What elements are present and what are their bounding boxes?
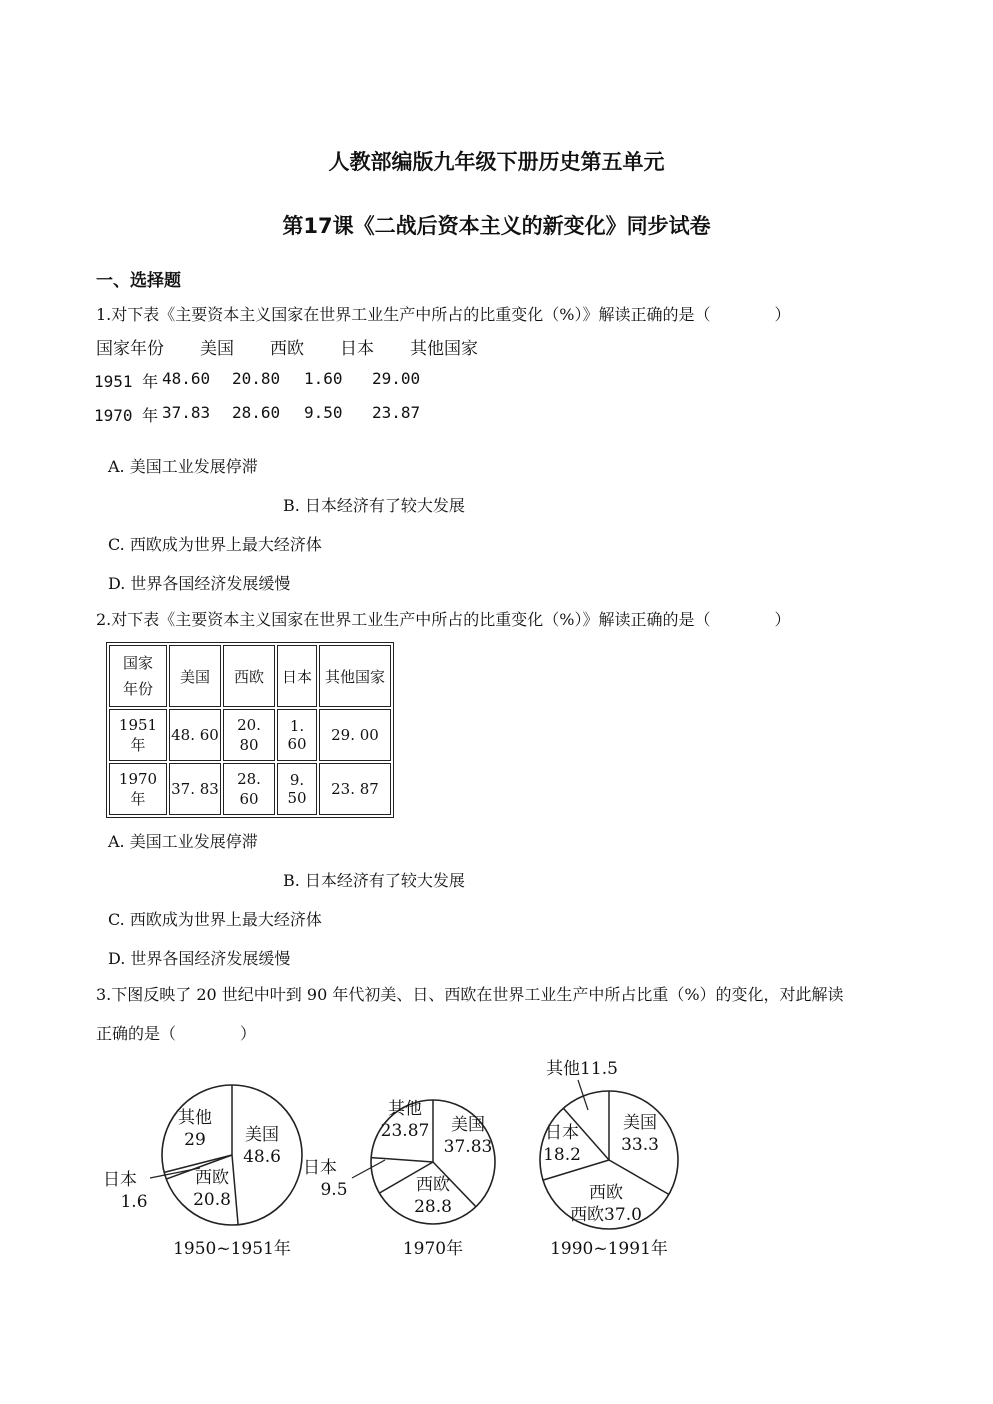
q1-cell: 28.60 bbox=[232, 403, 281, 422]
q1-header-cell: 其他国家 bbox=[410, 339, 478, 359]
q2-corner-bottom: 年份 bbox=[122, 680, 153, 698]
q2-corner-top: 国家 bbox=[122, 654, 153, 672]
q3-stem-line2: 正确的是（ ） bbox=[96, 1024, 257, 1043]
q2-year-cell: 1970 年 bbox=[109, 763, 167, 815]
pie-slice-name: 其他 bbox=[388, 1099, 422, 1119]
q1-cell: 29.00 bbox=[372, 369, 421, 388]
q1-cell: 1970 年 bbox=[94, 406, 159, 425]
pie-title: 1950~1951年 bbox=[173, 1239, 291, 1259]
q2-cell: 37. 83 bbox=[169, 763, 221, 815]
pie-slice-name: 日本 bbox=[303, 1158, 337, 1178]
pie-slice-value: 1.6 bbox=[120, 1192, 148, 1212]
q1-cell: 20.80 bbox=[232, 369, 281, 388]
q1-header-cell: 美国 bbox=[200, 339, 234, 359]
q2-option-c[interactable]: C. 西欧成为世界上最大经济体 bbox=[108, 910, 322, 929]
pie-slice-value: 9.5 bbox=[320, 1180, 348, 1200]
q1-option-a[interactable]: A. 美国工业发展停滞 bbox=[108, 457, 258, 476]
q1-header-cell: 西欧 bbox=[270, 339, 304, 359]
q2-cell: 28. 60 bbox=[223, 763, 275, 815]
q2-year-cell: 1951 年 bbox=[109, 709, 167, 761]
pie-slice-value: 西欧37.0 bbox=[570, 1205, 642, 1225]
pie-slice-value: 28.8 bbox=[414, 1197, 452, 1217]
q1-stem: 1.对下表《主要资本主义国家在世界工业生产中所占的比重变化（%）》解读正确的是（ ） bbox=[96, 305, 791, 324]
q1-cell: 1951 年 bbox=[94, 372, 159, 391]
q1-cell: 23.87 bbox=[372, 403, 421, 422]
section-heading: 一、选择题 bbox=[96, 271, 181, 291]
q2-stem: 2.对下表《主要资本主义国家在世界工业生产中所占的比重变化（%）》解读正确的是（ ） bbox=[96, 610, 791, 629]
q1-header-cell: 日本 bbox=[340, 339, 374, 359]
pie-slice-name: 西欧 bbox=[195, 1168, 229, 1188]
q1-header-cell: 国家年份 bbox=[96, 339, 164, 359]
pie-slice-value: 29 bbox=[184, 1130, 206, 1150]
q2-option-b[interactable]: B. 日本经济有了较大发展 bbox=[283, 871, 465, 890]
q2-cell: 20. 80 bbox=[223, 709, 275, 761]
q2-cell: 48. 60 bbox=[169, 709, 221, 761]
q2-option-a[interactable]: A. 美国工业发展停滞 bbox=[108, 832, 258, 851]
q1-option-b[interactable]: B. 日本经济有了较大发展 bbox=[283, 496, 465, 515]
pie-slice-name: 美国 bbox=[451, 1115, 485, 1135]
q2-header-cell: 其他国家 bbox=[319, 645, 391, 707]
q2-cell: 23. 87 bbox=[319, 763, 391, 815]
q2-header-cell: 西欧 bbox=[223, 645, 275, 707]
pie-slice-name: 日本 bbox=[545, 1123, 579, 1143]
q1-option-d[interactable]: D. 世界各国经济发展缓慢 bbox=[108, 574, 291, 593]
pie-title: 1970年 bbox=[402, 1239, 464, 1259]
pie-slice-label: 其他11.5 bbox=[546, 1059, 618, 1079]
q1-cell: 9.50 bbox=[304, 403, 343, 422]
pie-slice-value: 20.8 bbox=[193, 1190, 231, 1210]
q2-option-d[interactable]: D. 世界各国经济发展缓慢 bbox=[108, 949, 291, 968]
pie-slice-value: 23.87 bbox=[380, 1121, 430, 1141]
pie-slice-name: 西欧 bbox=[416, 1175, 450, 1195]
q1-option-c[interactable]: C. 西欧成为世界上最大经济体 bbox=[108, 535, 322, 554]
q2-cell: 29. 00 bbox=[319, 709, 391, 761]
pie-slice-name: 美国 bbox=[623, 1113, 657, 1133]
pie-slice-value: 48.6 bbox=[243, 1147, 281, 1167]
q2-header-cell: 美国 bbox=[169, 645, 221, 707]
q3-stem-line1: 3.下图反映了 20 世纪中叶到 90 年代初美、日、西欧在世界工业生产中所占比重（%）的变化，对此解读 bbox=[96, 985, 844, 1004]
pie-slice-value: 37.83 bbox=[443, 1137, 493, 1157]
doc-subtitle: 第17课《二战后资本主义的新变化》同步试卷 bbox=[282, 214, 711, 238]
pie-slice-value: 33.3 bbox=[621, 1135, 659, 1155]
q2-cell: 9. 50 bbox=[277, 763, 317, 815]
doc-title: 人教部编版九年级下册历史第五单元 bbox=[328, 150, 665, 174]
pie-slice-name: 日本 bbox=[103, 1170, 137, 1190]
pie-title: 1990~1991年 bbox=[550, 1239, 668, 1259]
q1-cell: 37.83 bbox=[162, 403, 211, 422]
pie-slice-name: 西欧 bbox=[589, 1183, 623, 1203]
pie-slice-name: 美国 bbox=[245, 1125, 279, 1145]
q1-cell: 1.60 bbox=[304, 369, 343, 388]
q2-header-cell: 日本 bbox=[277, 645, 317, 707]
pie-slice-value: 18.2 bbox=[543, 1145, 581, 1165]
q1-cell: 48.60 bbox=[162, 369, 211, 388]
pie-slice-name: 其他 bbox=[178, 1108, 212, 1128]
q2-cell: 1. 60 bbox=[277, 709, 317, 761]
